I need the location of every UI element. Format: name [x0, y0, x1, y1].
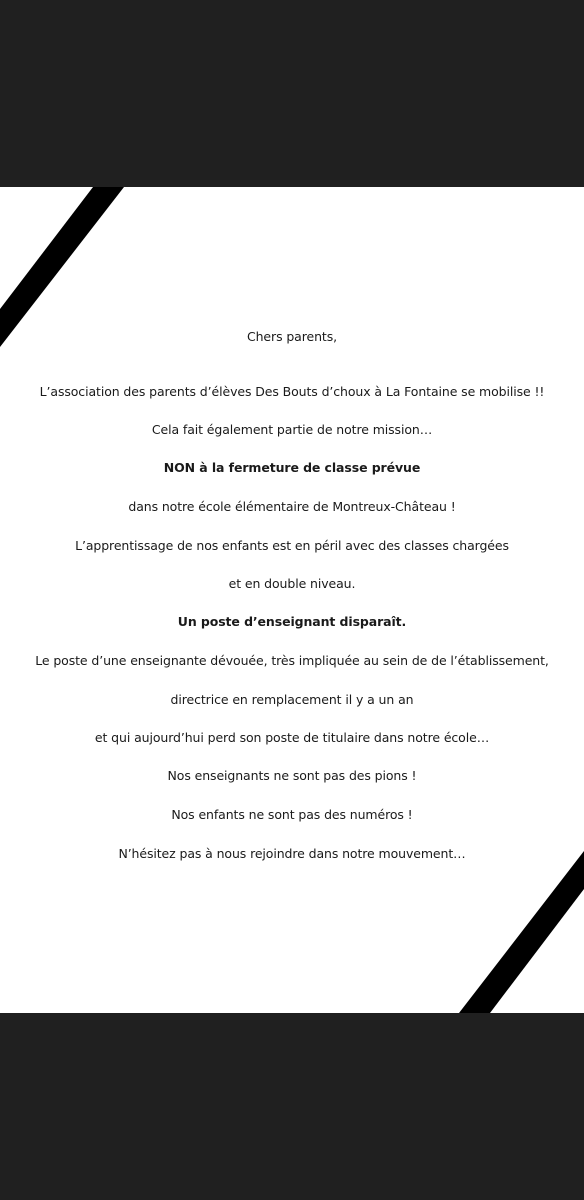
letter-line: Nos enfants ne sont pas des numéros ! — [171, 807, 413, 822]
mourning-ribbon-bottom-right-icon — [459, 851, 584, 1013]
letter-line: Nos enseignants ne sont pas des pions ! — [167, 768, 417, 783]
letter-line: L’association des parents d’élèves Des Bouts d’choux à La Fontaine se mobilise !! — [39, 384, 545, 399]
letter-headline: Un poste d’enseignant disparaît. — [177, 614, 407, 629]
letter-line: et qui aujourd’hui perd son poste de titulaire dans notre école… — [94, 730, 490, 745]
mourning-ribbon-top-left-icon — [0, 187, 124, 347]
mourning-ribbons — [0, 187, 584, 1013]
letter-line: Le poste d’une enseignante dévouée, très impliquée au sein de de l’établissement, — [35, 653, 549, 668]
letter-image — [0, 187, 584, 1013]
letter-line: N’hésitez pas à nous rejoindre dans notre mouvement… — [118, 846, 466, 861]
letter-headline: NON à la fermeture de classe prévue — [163, 460, 421, 475]
letter-line: directrice en remplacement il y a un an — [170, 692, 414, 707]
greeting: Chers parents, — [246, 329, 338, 344]
bottom-letterbox — [0, 1013, 584, 1200]
top-letterbox — [0, 0, 584, 187]
letter-line: et en double niveau. — [228, 576, 356, 591]
letter-line: dans notre école élémentaire de Montreux-Château ! — [128, 499, 456, 514]
letter-line: Cela fait également partie de notre mission… — [151, 422, 433, 437]
letter-line: L’apprentissage de nos enfants est en péril avec des classes chargées — [75, 538, 509, 553]
